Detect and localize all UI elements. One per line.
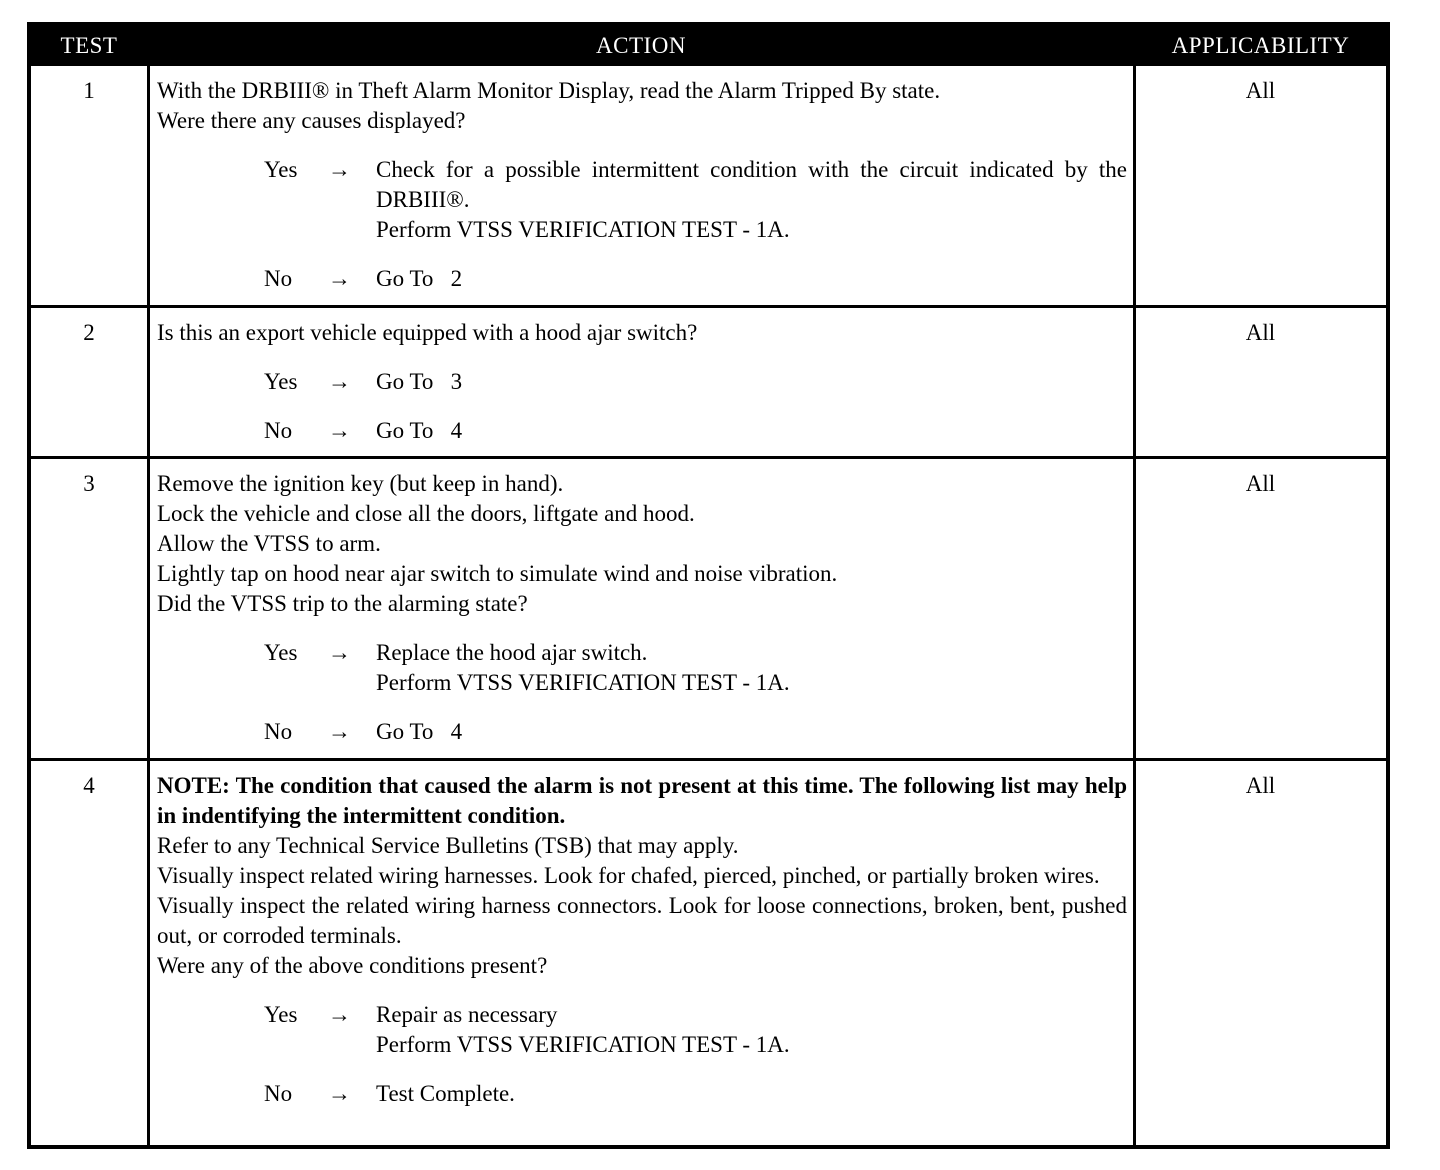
action-cell	[157, 771, 1127, 1109]
yes-label: Yes	[264, 369, 298, 394]
header-action: ACTION	[596, 33, 686, 58]
action-line: Visually inspect related wiring harnesses. Look for chafed, pierced, pinched, or partially broken wires.	[157, 863, 1100, 888]
no-label: No	[264, 266, 293, 291]
arrow-icon: →	[328, 719, 351, 744]
action-line: Allow the VTSS to arm.	[157, 531, 381, 556]
yes-response	[264, 1000, 1127, 1060]
arrow-icon: →	[328, 1002, 351, 1027]
applicability-value: All	[1245, 320, 1276, 345]
action-line: Were any of the above conditions present?	[157, 953, 548, 978]
response-line: Replace the hood ajar switch.	[376, 640, 648, 665]
no-response	[264, 416, 1127, 446]
arrow-icon: →	[328, 157, 351, 182]
yes-label: Yes	[264, 640, 298, 665]
response-line: Go To 2	[376, 266, 463, 291]
test-number: 4	[83, 773, 95, 798]
action-line: Remove the ignition key (but keep in hand).	[157, 471, 564, 496]
applicability-value: All	[1245, 78, 1276, 103]
applicability-value: All	[1245, 471, 1276, 496]
yes-text	[376, 638, 1127, 698]
action-line: Lock the vehicle and close all the doors, liftgate and hood.	[157, 501, 695, 526]
test-number: 2	[83, 320, 95, 345]
no-text	[376, 416, 1127, 446]
no-text	[376, 264, 1127, 294]
table-row	[31, 66, 1386, 306]
table-row	[31, 761, 1386, 1145]
yes-label: Yes	[264, 157, 298, 182]
response-line: Check for a possible intermittent condition with the circuit indicated by the DRBIII®.	[376, 157, 1127, 212]
response-line: Perform VTSS VERIFICATION TEST - 1A.	[376, 1032, 790, 1057]
no-text	[376, 717, 1127, 747]
response-line: Repair as necessary	[376, 1002, 558, 1027]
action-line: With the DRBIII® in Theft Alarm Monitor Display, read the Alarm Tripped By state.	[157, 78, 941, 103]
response-line: Go To 4	[376, 719, 463, 744]
no-label: No	[264, 719, 293, 744]
yes-text	[376, 1000, 1127, 1060]
response-line: Go To 3	[376, 369, 463, 394]
response-line: Go To 4	[376, 418, 463, 443]
response-line: Perform VTSS VERIFICATION TEST - 1A.	[376, 217, 790, 242]
arrow-icon: →	[328, 369, 351, 394]
header-applicability: APPLICABILITY	[1171, 33, 1350, 58]
no-response	[264, 717, 1127, 747]
no-label: No	[264, 1081, 293, 1106]
applicability-value: All	[1245, 773, 1276, 798]
header-test: TEST	[60, 33, 118, 58]
action-line: Visually inspect the related wiring harness connectors. Look for loose connections, broken, bent, pushed out, or corroded terminals.	[157, 893, 1127, 948]
arrow-icon: →	[328, 418, 351, 443]
action-line: Lightly tap on hood near ajar switch to simulate wind and noise vibration.	[157, 561, 838, 586]
yes-text	[376, 155, 1127, 245]
action-line: Were there any causes displayed?	[157, 108, 466, 133]
action-cell	[157, 76, 1127, 294]
note-text: NOTE: The condition that caused the alarm is not present at this time. The following list may help in indentifying the intermittent condition.	[157, 773, 1127, 828]
arrow-icon: →	[328, 266, 351, 291]
no-response	[264, 264, 1127, 294]
table-row	[31, 308, 1386, 456]
yes-response	[264, 638, 1127, 698]
response-line: Test Complete.	[376, 1081, 515, 1106]
action-line: Did the VTSS trip to the alarming state?	[157, 591, 528, 616]
no-response	[264, 1079, 1127, 1109]
test-number: 3	[83, 471, 95, 496]
action-cell	[157, 318, 1127, 446]
test-number: 1	[83, 78, 95, 103]
action-line: Refer to any Technical Service Bulletins (TSB) that may apply.	[157, 833, 739, 858]
table-header	[31, 26, 1386, 66]
no-label: No	[264, 418, 293, 443]
action-line: Is this an export vehicle equipped with a hood ajar switch?	[157, 320, 698, 345]
yes-label: Yes	[264, 1002, 298, 1027]
yes-text	[376, 367, 1127, 397]
diagnostic-test-table	[27, 22, 1390, 1149]
action-cell	[157, 469, 1127, 747]
arrow-icon: →	[328, 640, 351, 665]
table-row	[31, 459, 1386, 759]
yes-response	[264, 367, 1127, 397]
arrow-icon: →	[328, 1081, 351, 1106]
yes-response	[264, 155, 1127, 245]
response-line: Perform VTSS VERIFICATION TEST - 1A.	[376, 670, 790, 695]
no-text	[376, 1079, 1127, 1109]
